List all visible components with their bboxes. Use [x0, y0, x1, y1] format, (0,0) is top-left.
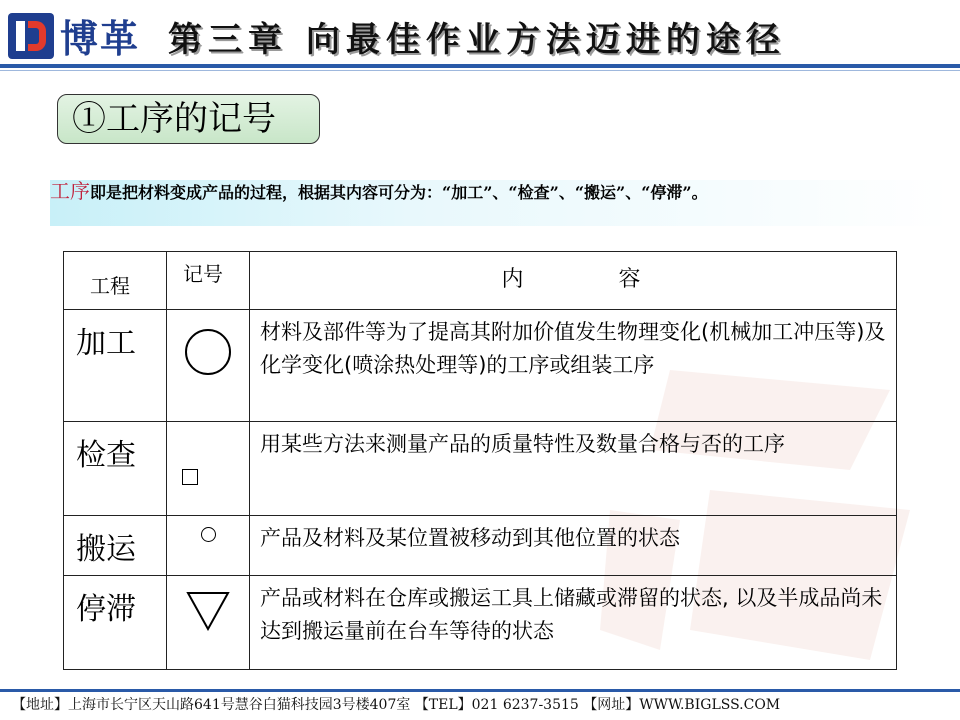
- symbol-cell: [167, 422, 250, 516]
- brand-logo-icon: [8, 13, 54, 59]
- brand-logo: [8, 8, 140, 63]
- process-name: 检查: [64, 422, 167, 516]
- header-name: 工程: [64, 252, 167, 310]
- table-row: [64, 422, 897, 516]
- intro-paragraph: [50, 180, 950, 226]
- process-name: 停滞: [64, 576, 167, 670]
- table-row: [64, 310, 897, 422]
- symbol-cell: [167, 310, 250, 422]
- header-divider: [0, 64, 960, 68]
- process-description: 产品或材料在仓库或搬运工具上储藏或滞留的状态, 以及半成品尚未达到搬运量前在台车等待的状态: [250, 576, 897, 670]
- section-title: ①工序的记号: [57, 94, 320, 144]
- process-description: 用某些方法来测量产品的质量特性及数量合格与否的工序: [250, 422, 897, 516]
- brand-name: 博革: [60, 17, 141, 61]
- process-name: 加工: [64, 310, 167, 422]
- large-circle-icon: [185, 329, 231, 375]
- table-row: [64, 576, 897, 670]
- process-description: 材料及部件等为了提高其附加价值发生物理变化(机械加工冲压等)及化学变化(喷涂热处理等)的工序或组装工序: [250, 310, 897, 422]
- process-description: 产品及材料及某位置被移动到其他位置的状态: [250, 516, 897, 576]
- square-icon: [182, 469, 198, 485]
- intro-keyword: 工序: [50, 179, 90, 203]
- header-content-label: 内 容: [501, 267, 645, 292]
- header-divider-thin: [0, 70, 960, 71]
- chapter-title: 第三章 向最佳作业方法迈进的途径: [168, 20, 786, 60]
- table-header-row: [64, 252, 897, 310]
- symbol-cell: [167, 576, 250, 670]
- down-triangle-icon: [186, 591, 230, 631]
- small-circle-icon: [201, 527, 216, 542]
- symbol-cell: [167, 516, 250, 576]
- header-symbol: 记号: [167, 252, 250, 310]
- process-symbol-table: [63, 251, 897, 670]
- intro-text: 即是把材料变成产品的过程，根据其内容可分为：“加工”、“检查”、“搬运”、“停滞”。: [90, 183, 708, 202]
- header-content: [250, 252, 897, 310]
- process-name: 搬运: [64, 516, 167, 576]
- table-row: [64, 516, 897, 576]
- footer-contact: 【地址】上海市长宁区天山路641号慧谷白猫科技园3号楼407室 【TEL】021 6237-3515 【网址】WWW.BIGLSS.COM: [0, 689, 960, 720]
